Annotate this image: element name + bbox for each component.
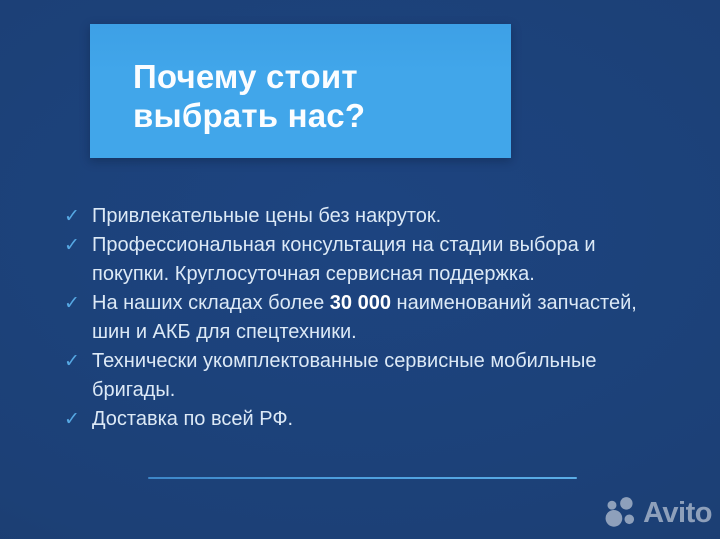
list-item-text-post: наименований запчастей, шин и АКБ для спецтехники.	[92, 292, 637, 343]
page-title-line2: выбрать нас?	[133, 97, 366, 134]
list-item-text-pre: Привлекательные цены без накруток.	[92, 205, 442, 227]
checkmark-icon: ✓	[64, 235, 80, 256]
list-item	[64, 405, 654, 434]
divider-line	[148, 477, 577, 479]
list-item-text-pre: Доставка по всей РФ.	[92, 408, 294, 430]
page-title	[90, 24, 511, 135]
list-item	[64, 289, 654, 347]
checkmark-icon: ✓	[64, 293, 80, 314]
list-item-text-bold: 30 000	[329, 292, 391, 314]
list-item-text-pre: На наших складах более	[92, 292, 330, 314]
list-item-text	[92, 231, 652, 289]
list-item	[64, 231, 654, 289]
list-item-text	[92, 405, 652, 434]
list-item	[64, 202, 654, 231]
avito-logo-icon	[604, 495, 639, 530]
checkmark-icon: ✓	[64, 409, 80, 430]
checkmark-icon: ✓	[64, 351, 80, 372]
list-item	[64, 347, 654, 405]
list-item-text	[92, 347, 652, 405]
page-title-line1: Почему стоит	[133, 58, 358, 95]
benefits-list	[64, 202, 654, 434]
list-item-text-pre: Профессиональная консультация на стадии выбора и покупки. Круглосуточная сервисная поддержка.	[92, 234, 596, 285]
list-item-text	[92, 202, 652, 231]
checkmark-icon: ✓	[64, 206, 80, 227]
list-item-text	[92, 289, 652, 347]
avito-watermark	[604, 495, 712, 530]
list-item-text-pre: Технически укомплектованные сервисные мобильные бригады.	[92, 350, 597, 401]
header-box	[90, 24, 511, 158]
avito-brand-text: Avito	[643, 496, 712, 529]
